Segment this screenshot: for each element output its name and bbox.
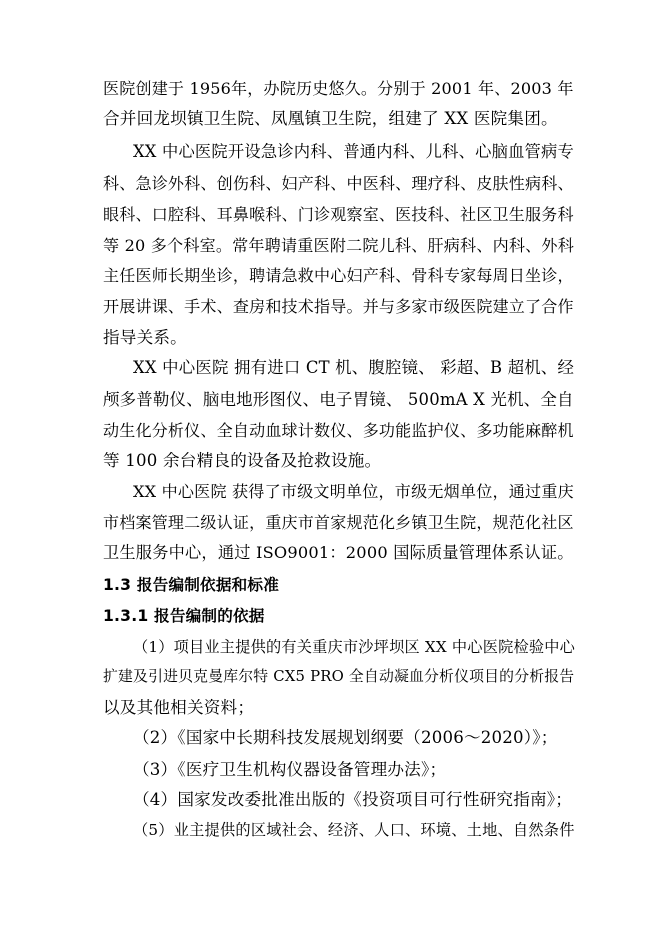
paragraph-line: 科、急诊外科、创伤科、妇产科、中医科、理疗科、皮肤性病科、 (103, 174, 574, 193)
paragraph-line: 等 20 多个科室。常年聘请重医附二院儿科、肝病科、内科、外科 (103, 236, 574, 255)
paragraph-line: 动生化分析仪、全自动血球计数仪、多功能监护仪、多功能麻醉机 (103, 421, 574, 440)
basis-item-line: （1）项目业主提供的有关重庆市沙坪坝区 XX 中心医院检验中心 (133, 638, 576, 656)
paragraph-line: 等 100 余台精良的设备及抢救设施。 (103, 451, 382, 470)
paragraph-line: 卫生服务中心，通过 ISO9001：2000 国际质量管理体系认证。 (103, 543, 574, 562)
paragraph-line: 指导关系。 (103, 328, 187, 347)
paragraph-line: 开展讲课、手术、查房和技术指导。并与多家市级医院建立了合作 (103, 297, 574, 316)
section-heading: 1.3 报告编制依据和标准 (103, 576, 279, 594)
paragraph-line: XX 中心医院 获得了市级文明单位，市级无烟单位，通过重庆 (133, 482, 574, 501)
paragraph-line: 主任医师长期坐诊，聘请急救中心妇产科、骨科专家每周日坐诊， (103, 266, 574, 285)
paragraph-line: 颅多普勒仪、脑电地形图仪、电子胃镜、 500mA X 光机、全自 (103, 390, 574, 409)
subsection-heading: 1.3.1 报告编制的依据 (103, 607, 265, 625)
basis-item-line: （2）《国家中长期科技发展规划纲要（2006～2020）》； (133, 728, 558, 747)
basis-item-line: （4）国家发改委批准出版的《投资项目可行性研究指南》； (133, 790, 573, 809)
paragraph-line: 市档案管理二级认证，重庆市首家规范化乡镇卫生院，规范化社区 (103, 513, 574, 532)
paragraph-line: 医院创建于 1956年，办院历史悠久。分别于 2001 年、2003 年 (103, 79, 574, 98)
basis-item-line: （5）业主提供的区域社会、经济、人口、环境、土地、自然条件 (133, 821, 575, 839)
paragraph-line: XX 中心医院 拥有进口 CT 机、腹腔镜、 彩超、B 超机、经 (133, 358, 575, 377)
paragraph-line: 合并回龙坝镇卫生院、凤凰镇卫生院，组建了 XX 医院集团。 (103, 109, 558, 128)
basis-item-line: （3）《医疗卫生机构仪器设备管理办法》； (133, 760, 447, 779)
basis-item-line: 以及其他相关资料； (103, 698, 255, 717)
paragraph-line: XX 中心医院开设急诊内科、普通内科、儿科、心脑血管病专 (133, 142, 574, 161)
paragraph-line: 眼科、口腔科、耳鼻喉科、门诊观察室、医技科、社区卫生服务科 (103, 205, 574, 224)
basis-item-line: 扩建及引进贝克曼库尔特 CX5 PRO 全自动凝血分析仪项目的分析报告 (103, 668, 575, 685)
